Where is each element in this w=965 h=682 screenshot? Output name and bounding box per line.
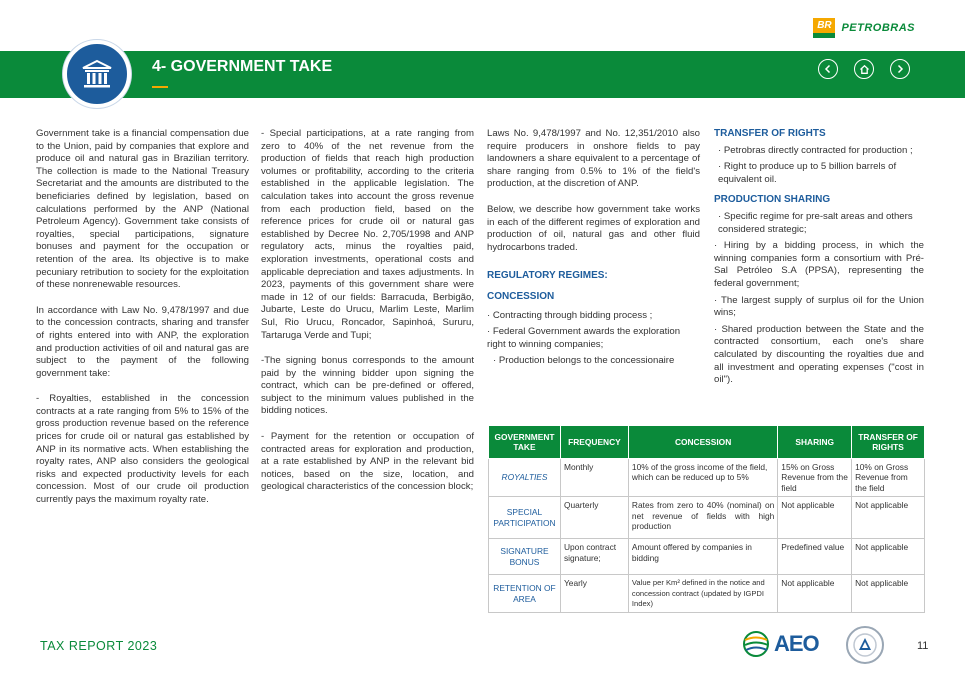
row-label: ROYALTIES [489,459,561,497]
table-cell: Rates from zero to 40% (nominal) on net revenue of fields with high production [628,497,777,539]
page-navigation [818,59,910,79]
table-cell: Quarterly [560,497,628,539]
page-number: 11 [917,640,929,652]
petrobras-logo: BR [813,18,835,38]
column-2 [261,128,474,494]
page-title: 4- GOVERNMENT TAKE [152,58,333,75]
column-1 [36,128,249,507]
aeo-logo [742,630,819,658]
column-header: CONCESSION [628,426,777,459]
table-cell: Not applicable [852,539,925,575]
concession-bullet: · Federal Government awards the exploration right to winning companies; [487,326,681,350]
sharing-bullet: · Specific regime for pre-salt areas and others considered strategic; [718,210,913,235]
sharing-bullet: · Hiring by a bidding process, in which the winning companies form a consortium with Pré-Sal Petróleo S.A (PPSA), representing the federal government; [714,240,924,289]
table-row [489,459,925,497]
concession-bullet: · Production belongs to the concessionaire [493,355,675,367]
table-cell: Not applicable [778,497,852,539]
table-cell: Predefined value [778,539,852,575]
special-participations-paragraph: - Special participations, at a rate ranging from zero to 40% of the net revenue from the production of fields that reach high production volumes or profitability, according to the criteria established in the applicable legislation. The calculation takes into account the gross revenue from each production field, based on the reference prices for crude oil or natural gas established by Decree No. 2,705/1998 and ANP regulatory acts, minus the royalties paid, exploration investments, operational costs and applicable depreciation and taxes adjustments. In 2023, payments of this government share were made in 12 of our fields: Barracuda, Berbigão, Jubarte, Leste do Urucu, Marlim Leste, Marlim Sul, Rio Urucu, Roncador, Sapinhoá, Sururu, Tartaruga Verde and Tupi; [261,128,474,341]
prev-page-button[interactable] [818,59,838,79]
table-cell: 10% of the gross income of the field, which can be reduced up to 5% [628,459,777,497]
sharing-bullet: · Shared production between the State and the contracted consortium, each one's share calculated by discounting the royalties due and all investment and operating expenses ("cost in oil"). [714,323,924,386]
globe-icon [742,630,772,658]
column-header: FREQUENCY [560,426,628,459]
transfer-bullet: · Petrobras directly contracted for production ; [718,144,913,156]
table-cell: Not applicable [778,575,852,613]
transfer-heading: TRANSFER OF RIGHTS [714,128,826,139]
home-button[interactable] [854,59,874,79]
table-cell: Not applicable [852,575,925,613]
landowners-paragraph: Laws No. 9,478/1997 and No. 12,351/2010 also require producers in onshore fields to pay landowners a share equivalent to a percentage of share ranging from 0.5% to 1% of the field's production, at the discretion of ANP. [487,128,700,190]
concession-heading: CONCESSION [487,290,555,302]
row-label: SIGNATURE BONUS [489,539,561,575]
section-badge [63,40,131,108]
concession-bullet: · Contracting through bidding process ; [487,309,653,321]
table-row [489,497,925,539]
seal-icon [852,632,878,658]
column-header: TRANSFER OF RIGHTS [852,426,925,459]
table-row [489,539,925,575]
table-cell: Monthly [560,459,628,497]
law-paragraph: In accordance with Law No. 9,478/1997 and due to the concession contracts, sharing and transfer of rights entered into with ANP, the exploration and production activities of oil and natural gas are subject to the payment of the following government take: [36,304,249,379]
column-3 [487,128,700,372]
next-page-button[interactable] [890,59,910,79]
report-title: TAX REPORT 2023 [40,639,158,653]
aeo-text: AEO [774,631,819,656]
column-4 [714,128,924,391]
signing-bonus-paragraph: -The signing bonus corresponds to the amount paid by the winning bidder upon signing the contract, which can be pre-defined or offered, subject to the minimum values published in the bidding notices. [261,355,474,417]
retention-paragraph: - Payment for the retention or occupation of contracted areas for exploration and production, at a rate established by ANP in the relevant bid notices, based on the size, location, and geological characteristics of the concession block; [261,431,474,493]
home-icon [859,64,870,75]
petrobras-brand [813,18,915,38]
royalties-paragraph: - Royalties, established in the concession contracts at a rate ranging from 5% to 15% of the gross production revenue based on the reference prices for crude oil or natural gas established by ANP in its normative acts. When establishing the royalty rates, ANP also considers the geological risks and expected productivity levels for each concession. Most of our crude oil production currently pays the maximum royalty rate. [36,393,249,506]
chevron-left-icon [823,64,833,74]
column-header: GOVERNMENT TAKE [489,426,561,459]
sharing-bullet: · The largest supply of surplus oil for the Union wins; [714,294,924,319]
table-cell: Upon contract signature; [560,539,628,575]
sharing-heading: PRODUCTION SHARING [714,194,831,206]
column-header: SHARING [778,426,852,459]
regimes-heading: REGULATORY REGIMES: [487,270,608,282]
transfer-bullet: · Right to produce up to 5 billion barrels of equivalent oil. [718,161,897,185]
bank-icon [80,57,114,91]
chevron-right-icon [895,64,905,74]
government-take-table [488,425,925,613]
table-cell: Not applicable [852,497,925,539]
table-cell: Amount offered by companies in bidding [628,539,777,575]
title-accent [152,86,168,88]
certification-seal [846,626,884,664]
intro-paragraph: Government take is a financial compensation due to the Union, paid by companies that explore and produce oil and natural gas in Brazilian territory. The collection is made to the National Treasury Secretariat and the amounts are distributed to the beneficiaries defined by legislation, based on calculations performed by the ANP (National Petroleum Agency). Government take consists of royalties, special participations, signature bonuses and payment for the occupation or retention of the area. Its objective is to make pecuniary retribution to society for the exploitation of these nonrenewable resources. [36,128,249,291]
table-cell: 10% on Gross Revenue from the field [852,459,925,497]
brand-name: PETROBRAS [841,22,915,34]
table-row [489,575,925,613]
table-cell: 15% on Gross Revenue from the field [778,459,852,497]
table-header-row [489,426,925,459]
row-label: RETENTION OF AREA [489,575,561,613]
row-label: SPECIAL PARTICIPATION [489,497,561,539]
table-cell: Value per Km² defined in the notice and concession contract (updated by IGPDI Index) [628,575,777,613]
regimes-intro-paragraph: Below, we describe how government take works in each of the different regimes of exploration and production of oil, natural gas and other fluid hydrocarbons traded. [487,203,700,253]
table-cell: Yearly [560,575,628,613]
